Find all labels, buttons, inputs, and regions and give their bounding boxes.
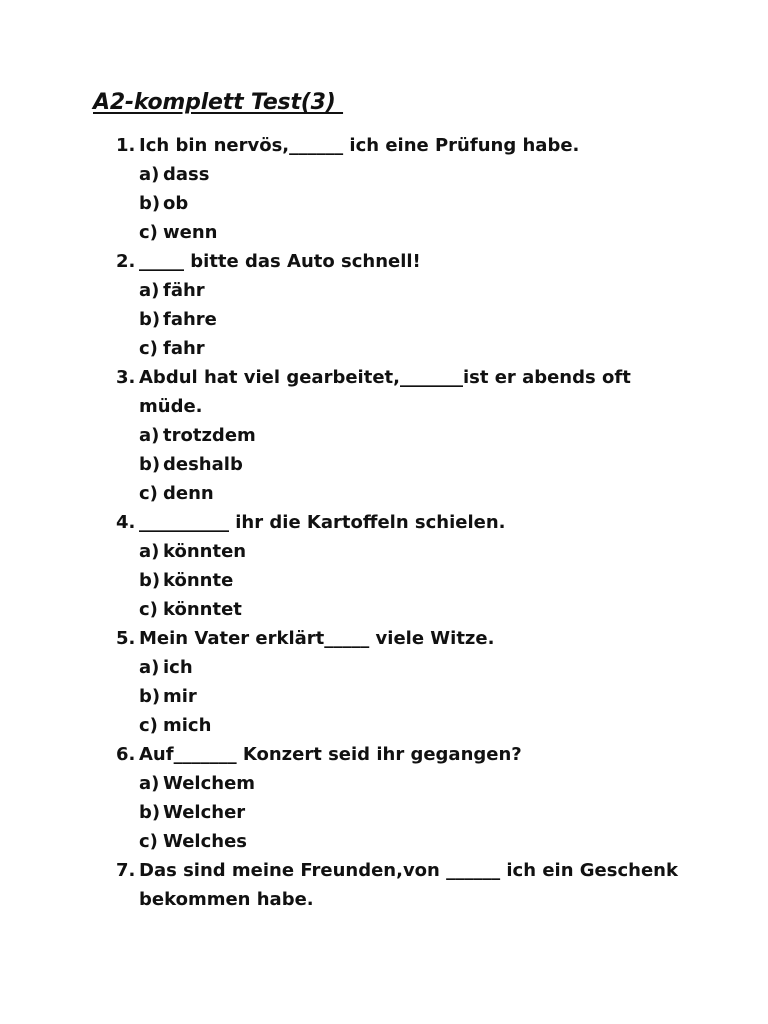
question-line: [116, 856, 716, 885]
question-text: Abdul hat viel gearbeitet,_______ist er abends oft: [139, 367, 631, 388]
option-letter: c): [139, 599, 158, 620]
option-letter: b): [139, 454, 161, 475]
question-5: [116, 624, 716, 740]
question-number: 7.: [116, 860, 136, 881]
option-text: könntet: [163, 599, 242, 620]
question-text: Auf_______ Konzert seid ihr gegangen?: [139, 744, 522, 765]
question-line: [116, 740, 716, 769]
option-text: Welches: [163, 831, 247, 852]
answer-option: [116, 334, 716, 363]
option-letter: b): [139, 570, 161, 591]
question-number: 3.: [116, 367, 136, 388]
question-4: [116, 508, 716, 624]
option-letter: c): [139, 222, 158, 243]
question-line: [116, 247, 716, 276]
option-letter: a): [139, 164, 160, 185]
question-text: Ich bin nervös,______ ich eine Prüfung habe.: [139, 135, 580, 156]
answer-option: [116, 479, 716, 508]
option-text: könnten: [163, 541, 247, 562]
option-letter: c): [139, 831, 158, 852]
question-number: 1.: [116, 135, 136, 156]
answer-option: [116, 595, 716, 624]
option-text: fähr: [163, 280, 205, 301]
document-title: A2-komplett Test(3): [93, 90, 344, 115]
question-number: 2.: [116, 251, 136, 272]
question-line: [116, 363, 716, 392]
answer-option: [116, 421, 716, 450]
answer-option: [116, 566, 716, 595]
question-number: 6.: [116, 744, 136, 765]
option-letter: a): [139, 541, 160, 562]
option-text: wenn: [163, 222, 218, 243]
question-3: [116, 363, 716, 508]
option-letter: b): [139, 802, 161, 823]
answer-option: [116, 189, 716, 218]
question-text: _____ bitte das Auto schnell!: [139, 251, 421, 272]
option-text: trotzdem: [163, 425, 256, 446]
question-1: [116, 131, 716, 247]
question-line: [116, 131, 716, 160]
answer-option: [116, 653, 716, 682]
question-number: 5.: [116, 628, 136, 649]
question-text: Das sind meine Freunden,von ______ ich ein Geschenk: [139, 860, 678, 881]
option-text: deshalb: [163, 454, 243, 475]
answer-option: [116, 218, 716, 247]
question-2: [116, 247, 716, 363]
option-letter: a): [139, 280, 160, 301]
option-letter: a): [139, 773, 160, 794]
answer-option: [116, 798, 716, 827]
answer-option: [116, 711, 716, 740]
answer-option: [116, 537, 716, 566]
option-text: ich: [163, 657, 193, 678]
answer-option: [116, 305, 716, 334]
option-letter: c): [139, 338, 158, 359]
answer-option: [116, 450, 716, 479]
option-text: könnte: [163, 570, 234, 591]
question-text: Mein Vater erklärt_____ viele Witze.: [139, 628, 495, 649]
option-text: Welcher: [163, 802, 246, 823]
answer-option: [116, 682, 716, 711]
option-text: dass: [163, 164, 210, 185]
question-line: [116, 508, 716, 537]
option-text: mir: [163, 686, 197, 707]
option-text: denn: [163, 483, 214, 504]
question-number: 4.: [116, 512, 136, 533]
option-text: fahr: [163, 338, 205, 359]
option-letter: c): [139, 483, 158, 504]
answer-option: [116, 827, 716, 856]
question-line: [116, 624, 716, 653]
option-text: ob: [163, 193, 189, 214]
option-letter: b): [139, 193, 161, 214]
answer-option: [116, 160, 716, 189]
question-text-continued: bekommen habe.: [139, 889, 314, 910]
option-text: Welchem: [163, 773, 256, 794]
option-letter: a): [139, 657, 160, 678]
question-list: [116, 131, 716, 914]
question-6: [116, 740, 716, 856]
option-letter: b): [139, 686, 161, 707]
answer-option: [116, 276, 716, 305]
question-7: [116, 856, 716, 914]
option-text: fahre: [163, 309, 217, 330]
question-text: __________ ihr die Kartoffeln schielen.: [139, 512, 506, 533]
option-letter: c): [139, 715, 158, 736]
option-text: mich: [163, 715, 212, 736]
question-text-continued: müde.: [139, 396, 203, 417]
option-letter: b): [139, 309, 161, 330]
option-letter: a): [139, 425, 160, 446]
answer-option: [116, 769, 716, 798]
